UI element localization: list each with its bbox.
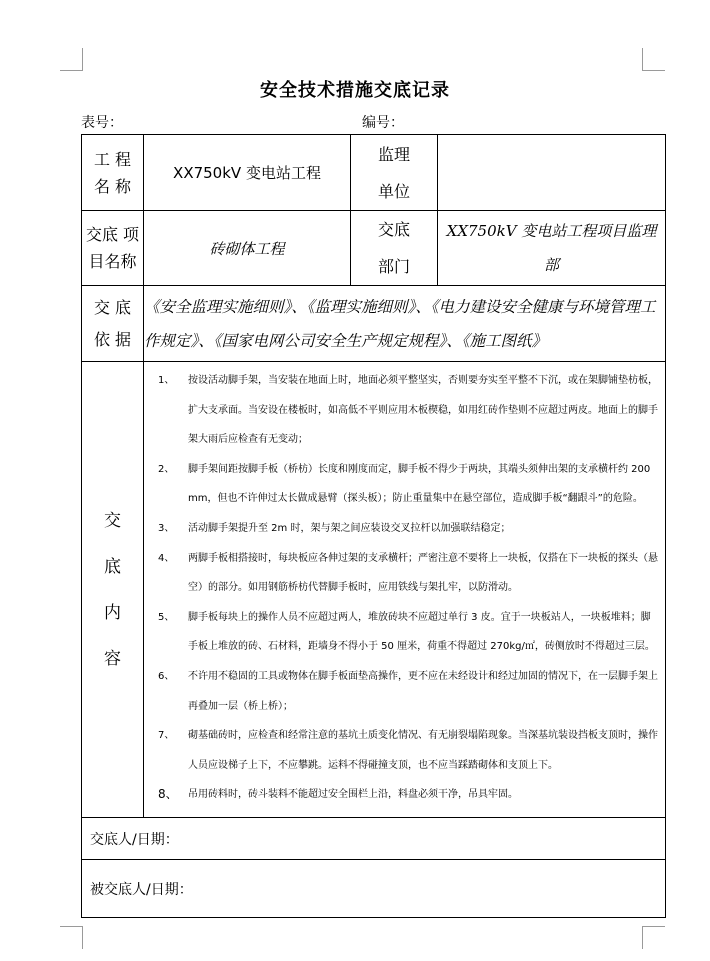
content-item: 2、 脚手架间距按脚手板（桥枋）长度和刚度而定，脚手板不得少于两块，其端头须伸出架的支承横杆约 200 mm，但也不许伸过太长做成悬臂（探头板）；防止重量集中在悬空部位，造成脚手板“翻跟斗”的危险。 xyxy=(158,463,651,505)
serial-number-label: 编号： xyxy=(362,115,404,131)
content-item: 3、 活动脚手架提升至 2m 时，架与架之间应装设交叉拉杆以加强联结稳定； xyxy=(158,522,511,534)
content-item: 6、 不许用不稳固的工具或物体在脚手板面垫高操作，更不应在未经设计和经过加固的情况下，在一层脚手架上再叠加一层（桥上桥）； xyxy=(158,670,658,712)
content-item: 4、 两脚手板相搭接时，每块板应各伸过架的支承横杆；严密注意不要将上一块板，仅搭在下一块板的探头（悬空）的部分。如用钢筋桥枋代替脚手板时，应用铁线与架扎牢，以防滑动。 xyxy=(158,552,658,594)
content-item: 5、 脚手板每块上的操作人员不应超过两人，堆放砖块不应超过单行 3 皮。宜于一块板站人，一块板堆料；脚手板上堆放的砖、石材料，距墙身不得小于 50 厘米，荷重不得超过 270kg/㎡，砖侧放时不得超过三层。 xyxy=(158,611,655,653)
content-item: 8、 吊用砖料时，砖斗装料不能超过安全围栏上沿，料盘必须干净，吊具牢固。 xyxy=(158,787,518,802)
content-item: 7、 砌基础砖时，应检查和经常注意的基坑土质变化情况、有无崩裂塌陷现象。当深基坑装设挡板支顶时，操作人员应设梯子上下，不应攀跳。运料不得碰撞支顶，也不应当踩踏砌体和支顶上下。 xyxy=(158,730,658,771)
form-number-label: 表号： xyxy=(81,115,123,131)
disclosure-dept-value: XX750kV 变电站工程项目监理部 xyxy=(438,211,666,286)
document-title: 安全技术措施交底记录 xyxy=(260,80,450,101)
supervision-unit-label: 监理 单位 xyxy=(351,135,438,211)
crop-mark-bottom-right xyxy=(642,926,665,949)
crop-mark-top-left xyxy=(60,48,83,71)
item-name-value: 砖砌体工程 xyxy=(144,211,351,286)
project-name-label: 工 程 名 称 xyxy=(82,135,144,211)
item-name-label: 交底 项 目名称 xyxy=(82,211,144,286)
content-item: 1、 按设活动脚手架，当安装在地面上时，地面必须平整坚实，否则要夯实至平整不下沉，或在架脚铺垫枋板，扩大支承面。当安设在楼板时，如高低不平则应用木板楔稳，如用红砖作垫则不应超过两皮。地面上的脚手架大雨后应检查有无变动； xyxy=(158,375,658,446)
discloser-signature-label: 交底人/日期： xyxy=(82,818,666,860)
project-name-value: XX750kV 变电站工程 xyxy=(144,135,351,211)
recipient-signature-label: 被交底人/日期： xyxy=(82,860,666,918)
basis-value: 《安全监理实施细则》、《监理实施细则》、《电力建设安全健康与环境管理工作规定》、《国家电网公司安全生产规定规程》、《施工图纸》 xyxy=(144,286,666,362)
content-label: 交 底 内 容 xyxy=(82,362,144,818)
supervision-unit-value xyxy=(438,135,666,211)
crop-mark-top-right xyxy=(642,48,665,71)
disclosure-dept-label: 交底 部门 xyxy=(351,211,438,286)
record-table xyxy=(81,134,666,918)
content-body xyxy=(144,362,666,818)
basis-label: 交 底 依 据 xyxy=(82,286,144,362)
crop-mark-bottom-left xyxy=(60,926,83,949)
